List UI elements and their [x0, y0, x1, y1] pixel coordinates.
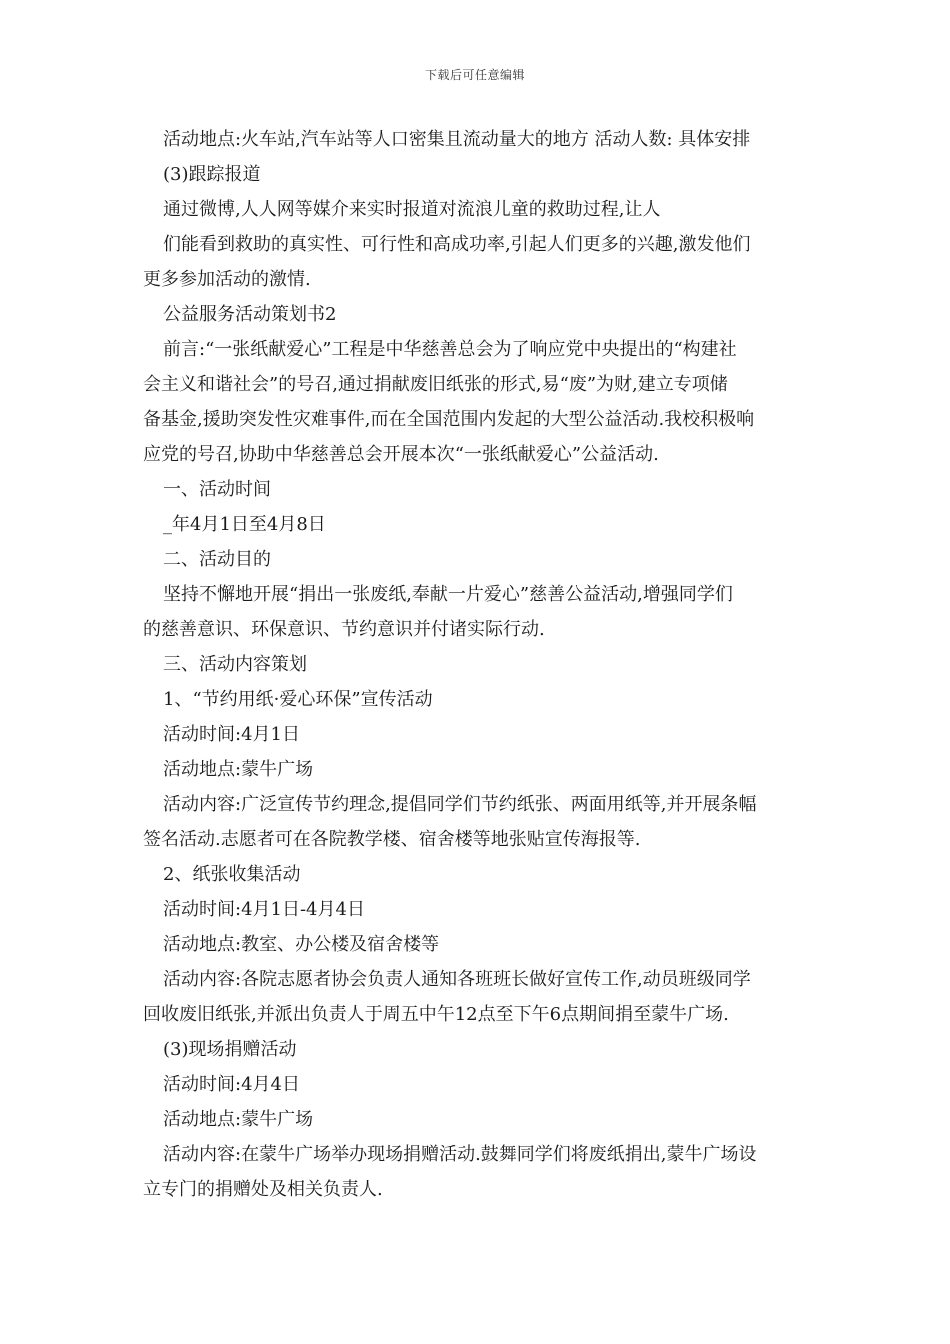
text-line: 们能看到救助的真实性、可行性和高成功率,引起人们更多的兴趣,激发他们 [163, 234, 751, 255]
text-line: 通过微博,人人网等媒介来实时报道对流浪儿童的救助过程,让人 [163, 199, 661, 220]
text-line: 备基金,援助突发性灾难事件,而在全国范围内发起的大型公益活动.我校积极响 [143, 409, 755, 430]
text-line: 活动地点:蒙牛广场 [163, 759, 314, 780]
text-line: 应党的号召,协助中华慈善总会开展本次“一张纸献爱心”公益活动. [143, 444, 659, 465]
text-line: 活动时间:4月1日 [163, 724, 300, 745]
text-line: 签名活动.志愿者可在各院教学楼、宿舍楼等地张贴宣传海报等. [143, 829, 641, 850]
text-line: 三、活动内容策划 [163, 654, 307, 675]
text-line: 公益服务活动策划书2 [163, 304, 337, 325]
text-line: (3)现场捐赠活动 [163, 1039, 297, 1060]
text-line: 活动地点:教室、办公楼及宿舍楼等 [163, 934, 440, 955]
text-line: 的慈善意识、环保意识、节约意识并付诸实际行动. [143, 619, 545, 640]
text-line: 活动内容:在蒙牛广场举办现场捐赠活动.鼓舞同学们将废纸捐出,蒙牛广场设 [163, 1144, 757, 1165]
text-line: 坚持不懈地开展“捐出一张废纸,奉献一片爱心”慈善公益活动,增强同学们 [163, 584, 733, 605]
text-line: (3)跟踪报道 [163, 164, 261, 185]
text-line: 活动时间:4月4日 [163, 1074, 300, 1095]
text-line: 二、活动目的 [163, 549, 271, 570]
text-line: 活动时间:4月1日-4月4日 [163, 899, 365, 920]
text-line: 回收废旧纸张,并派出负责人于周五中午12点至下午6点期间捐至蒙牛广场. [143, 1004, 729, 1025]
text-line: 立专门的捐赠处及相关负责人. [143, 1179, 383, 1200]
text-line: 前言:“一张纸献爱心”工程是中华慈善总会为了响应党中央提出的“构建社 [163, 339, 737, 360]
text-line: 更多参加活动的激情. [143, 269, 311, 290]
text-line: 活动内容:各院志愿者协会负责人通知各班班长做好宣传工作,动员班级同学 [163, 969, 751, 990]
text-line: 会主义和谐社会”的号召,通过捐献废旧纸张的形式,易“废”为财,建立专项储 [143, 374, 728, 395]
text-line: 一、活动时间 [163, 479, 271, 500]
header-note: 下载后可任意编辑 [424, 68, 525, 82]
text-line: 活动地点:火车站,汽车站等人口密集且流动量大的地方 活动人数: 具体安排 [163, 129, 751, 150]
document-body [143, 122, 813, 1207]
text-line: 1、“节约用纸·爱心环保”宣传活动 [163, 689, 433, 710]
text-line: 2、纸张收集活动 [163, 864, 301, 885]
text-line: 活动地点:蒙牛广场 [163, 1109, 314, 1130]
text-line: 活动内容:广泛宣传节约理念,提倡同学们节约纸张、两面用纸等,并开展条幅 [163, 794, 757, 815]
text-line: _年4月1日至4月8日 [163, 514, 326, 535]
